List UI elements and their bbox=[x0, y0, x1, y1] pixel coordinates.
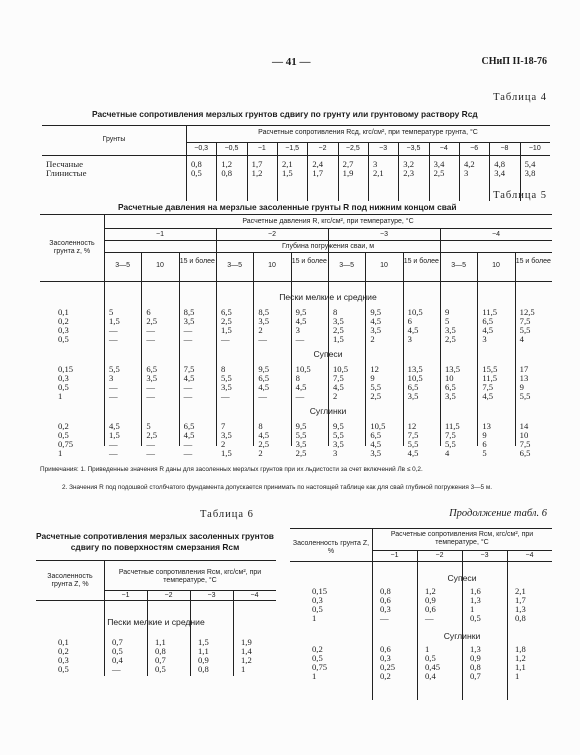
table5-value-column: 6 2,5 — — bbox=[146, 307, 158, 344]
table5-value-column: 5,5 3 — — bbox=[109, 364, 120, 401]
table5-temp-header: −4 bbox=[492, 231, 500, 238]
table5-value-column: 9,5 6,5 4,5 — bbox=[258, 364, 270, 401]
table5-title: Расчетные давления на мерзлые засоленные грунты R под нижним концом свай bbox=[118, 202, 457, 212]
table6-right-salinity-values: 0,15 0,3 0,5 1 bbox=[312, 586, 328, 623]
table5-depth-cell: 3—5 bbox=[451, 262, 467, 269]
table6-right-value-column: 2,1 1,7 1,3 0,8 bbox=[515, 586, 526, 623]
table6-left-top-rule bbox=[36, 560, 276, 561]
table6-right-salinity-header: Засоленность грунта Z, % bbox=[292, 540, 370, 555]
page-number: — 41 — bbox=[272, 56, 311, 68]
table5-depth-cell: 3—5 bbox=[339, 262, 355, 269]
table6-right-temp-header: −2 bbox=[435, 552, 444, 559]
table5-value-column: 13,5 10,5 6,5 3,5 bbox=[407, 364, 423, 401]
table4-temp-header: −1,5 bbox=[285, 145, 300, 152]
table4-temp-header: −6 bbox=[470, 145, 479, 152]
table4-title: Расчетные сопротивления мерзлых грунтов сдвигу по грунту или грунтовому раствору Rсд bbox=[92, 109, 478, 119]
table5-salinity-values: 0,2 0,5 0,75 1 bbox=[58, 421, 74, 458]
table5-salinity-values: 0,1 0,2 0,3 0,5 bbox=[58, 307, 69, 344]
table5-value-column: 9 5 3,5 2,5 bbox=[445, 307, 456, 344]
table4-temp-header: −10 bbox=[528, 145, 541, 152]
table6-left-value-column: 1,5 1,1 0,9 0,8 bbox=[198, 637, 209, 674]
table5-value-column: 9,5 5,5 3,5 2,5 bbox=[295, 421, 307, 458]
table5-value-column: 13,5 10 6,5 3,5 bbox=[445, 364, 461, 401]
table5-depth-cell: 3—5 bbox=[115, 262, 131, 269]
table5-value-column: 12 7,5 5,5 4,5 bbox=[407, 421, 419, 458]
document-code: СНиП II-18-76 bbox=[481, 56, 547, 67]
table5-depth-cell: 15 и более bbox=[515, 258, 551, 265]
table5-temp-header: −1 bbox=[156, 231, 164, 238]
table4-value-cell: 2,4 1,7 bbox=[312, 159, 324, 178]
table4-temp-header: −3,5 bbox=[406, 145, 421, 152]
table4-value-cell: 1,2 0,8 bbox=[221, 159, 233, 178]
table5-value-column: 12 9 5,5 2,5 bbox=[370, 364, 382, 401]
table4-row-clay: Глинистые bbox=[46, 168, 87, 178]
table5-value-column: 10,5 6,5 4,5 3,5 bbox=[370, 421, 386, 458]
table4-temp-header: −2,5 bbox=[345, 145, 360, 152]
table5-value-column: 12,5 7,5 5,5 4 bbox=[519, 307, 535, 344]
table5-value-column: 7 3,5 2 1,5 bbox=[221, 421, 232, 458]
table6-right-value-column: 1 0,5 0,45 0,4 bbox=[425, 644, 441, 681]
table4-row-sand: Песчаные bbox=[46, 159, 84, 169]
table6-temp-header: −3 bbox=[207, 592, 216, 599]
table6-left-col-divider bbox=[190, 590, 191, 676]
table4-value-cell: 3 2,1 bbox=[372, 159, 384, 178]
table5-salinity-values: 0,15 0,3 0,5 1 bbox=[58, 364, 74, 401]
table5-temp-header: −2 bbox=[268, 231, 276, 238]
table6-right-value-column: 1,3 0,9 0,8 0,7 bbox=[470, 644, 481, 681]
table6-temp-header: −4 bbox=[250, 592, 259, 599]
table6-left-section-title: Пески мелкие и средние bbox=[107, 617, 205, 627]
table5-section-title: Супеси bbox=[313, 349, 343, 359]
table4-temp-header: −1 bbox=[257, 145, 266, 152]
table5-top-rule bbox=[40, 214, 552, 215]
table5-value-column: 6,5 4,5 — — bbox=[183, 421, 195, 458]
table5-section-title: Суглинки bbox=[309, 406, 347, 416]
table6-left-value-column: 1,9 1,4 1,2 1 bbox=[241, 637, 252, 674]
table5-value-column: 15,5 11,5 7,5 4,5 bbox=[482, 364, 498, 401]
table5-note-2: 2. Значения R под подошвой столбчатого фундамента допускается принимать по настоящей таблице как для свай глубиной погружения 3—5 м. bbox=[62, 484, 493, 491]
table5-value-column: 8,5 3,5 2 — bbox=[258, 307, 270, 344]
table6-right-top-rule bbox=[290, 528, 552, 529]
table6-left-col-divider bbox=[147, 590, 148, 676]
table5-value-column: 5 2,5 — — bbox=[146, 421, 158, 458]
table5-value-column: 17 13 9 5,5 bbox=[519, 364, 531, 401]
table4-temp-header: −8 bbox=[500, 145, 509, 152]
table6-temp-header: −2 bbox=[164, 592, 173, 599]
table4-temp-header: −4 bbox=[439, 145, 448, 152]
table6-label: Таблица 6 bbox=[200, 509, 254, 520]
table5-section-title: Пески мелкие и средние bbox=[279, 292, 377, 302]
table5-depth-cell: 15 и более bbox=[179, 258, 215, 265]
table5-value-column: 10,5 8 4,5 — bbox=[295, 364, 311, 401]
table4-value-cell: 1,7 1,2 bbox=[251, 159, 263, 178]
table4-value-cell: 4,8 3,4 bbox=[494, 159, 506, 178]
table4-value-cell: 3,2 2,3 bbox=[403, 159, 415, 178]
table5-value-column: 11,5 6,5 4,5 3 bbox=[482, 307, 498, 344]
table5-value-column: 6,5 3,5 — — bbox=[146, 364, 158, 401]
table5-depth-cell: 10 bbox=[268, 262, 276, 269]
table5-depth-cell: 3—5 bbox=[227, 262, 243, 269]
table5-value-column: 9,5 4,5 3,5 2 bbox=[370, 307, 382, 344]
table5-value-column: 7,5 4,5 — — bbox=[183, 364, 195, 401]
table4-temp-header: −0,5 bbox=[224, 145, 239, 152]
table6-right-section-title: Супеси bbox=[447, 573, 477, 583]
table5-temp-header: −3 bbox=[380, 231, 388, 238]
table5-depth-cell: 10 bbox=[492, 262, 500, 269]
table5-value-column: 8 4,5 2,5 2 bbox=[258, 421, 270, 458]
table6-title: Расчетные сопротивления мерзлых засоленных грунтов сдвигу по поверхностям смерзания Rсм bbox=[36, 531, 274, 552]
table5-value-column: 10,5 7,5 4,5 2 bbox=[333, 364, 349, 401]
table6-group-header: Расчетные сопротивления Rсм, кгс/см², при температуре, °C bbox=[118, 569, 262, 584]
table4-body-rule bbox=[42, 155, 550, 156]
table5-depth-cell: 10 bbox=[156, 262, 164, 269]
table5-value-column: 8 5,5 3,5 — bbox=[221, 364, 232, 401]
table5-value-column: 8,5 3,5 — — bbox=[183, 307, 195, 344]
table6-continuation-label: Продолжение табл. 6 bbox=[449, 508, 547, 519]
table4-label: Таблица 4 bbox=[493, 92, 547, 103]
table4-temp-header: −2 bbox=[318, 145, 327, 152]
table6-right-group-header: Расчетные сопротивления Rсм, кгс/см², при температуре, °C bbox=[390, 531, 534, 546]
table4-group-header: Расчетные сопротивления Rсд, кгс/см², при температуре грунта, °C bbox=[258, 129, 478, 136]
table6-right-value-column: 0,8 0,6 0,3 — bbox=[380, 586, 391, 623]
table5-value-column: 14 10 7,5 6,5 bbox=[519, 421, 531, 458]
table4-temp-header: −3 bbox=[379, 145, 388, 152]
table4-value-cell: 2,7 1,9 bbox=[342, 159, 354, 178]
table6-temp-header: −1 bbox=[121, 592, 130, 599]
table5-value-column: 9,5 4,5 3 — bbox=[295, 307, 307, 344]
table5-note-1: Примечания: 1. Приведенные значения R даны для засоленных мерзлых грунтов при их льдистости за счет включений Лв ≤ 0,2. bbox=[40, 466, 423, 473]
table4-value-cell: 3,4 2,5 bbox=[433, 159, 445, 178]
table5-value-column: 13 9 6 5 bbox=[482, 421, 491, 458]
table6-left-value-column: 0,7 0,5 0,4 — bbox=[112, 637, 123, 674]
table5-header-bottom bbox=[40, 281, 552, 282]
table6-salinity-header: Засоленность грунта Z, % bbox=[47, 573, 93, 588]
table6-right-temp-header: −4 bbox=[525, 552, 534, 559]
table5-value-column: 4,5 1,5 — — bbox=[109, 421, 120, 458]
table6-right-value-column: 1,2 0,9 0,6 — bbox=[425, 586, 436, 623]
table4-value-cell: 5,4 3,8 bbox=[524, 159, 536, 178]
table4-top-rule bbox=[42, 125, 550, 126]
table6-left-header-bottom bbox=[36, 600, 276, 601]
table4-value-cell: 0,8 0,5 bbox=[191, 159, 202, 178]
table6-right-salinity-values: 0,2 0,5 0,75 1 bbox=[312, 644, 328, 681]
table5-value-column: 9,5 5,5 3,5 3 bbox=[333, 421, 344, 458]
table6-right-header-bottom bbox=[290, 561, 552, 562]
table5-value-column: 11,5 7,5 5,5 4 bbox=[445, 421, 460, 458]
table5-depth-cell: 10 bbox=[380, 262, 388, 269]
table6-right-value-column: 1,8 1,2 1,1 1 bbox=[515, 644, 526, 681]
table5-depth-cell: 15 и более bbox=[291, 258, 327, 265]
table5-depth-header: Глубина погружения сваи, м bbox=[281, 243, 375, 250]
table5-value-column: 5 1,5 — — bbox=[109, 307, 120, 344]
table6-left-salinity-values: 0,1 0,2 0,3 0,5 bbox=[58, 637, 69, 674]
table4-temp-header: −0,3 bbox=[194, 145, 209, 152]
table6-right-temp-header: −3 bbox=[480, 552, 489, 559]
table4-value-cell: 4,2 3 bbox=[463, 159, 475, 178]
table6-right-value-column: 0,6 0,3 0,25 0,2 bbox=[380, 644, 396, 681]
table5-value-column: 8 3,5 2,5 1,5 bbox=[333, 307, 344, 344]
table5-depth-cell: 15 и более bbox=[403, 258, 439, 265]
table5-value-column: 6,5 2,5 1,5 — bbox=[221, 307, 232, 344]
table5-salinity-header: Засоленность грунта z, % bbox=[49, 240, 95, 255]
table6-right-value-column: 1,6 1,3 1 0,5 bbox=[470, 586, 481, 623]
table6-right-section-title: Суглинки bbox=[443, 631, 481, 641]
table5-value-column: 10,5 6 4,5 3 bbox=[407, 307, 423, 344]
table4-soil-header: Грунты bbox=[102, 136, 126, 143]
table5-group-header: Расчетные давления R, кгс/см², при температуре, °C bbox=[242, 218, 414, 225]
table6-right-temp-header: −1 bbox=[390, 552, 399, 559]
table6-left-value-column: 1,1 0,8 0,7 0,5 bbox=[155, 637, 166, 674]
table4-value-cell: 2,1 1,5 bbox=[281, 159, 293, 178]
table6-left-col-divider bbox=[233, 590, 234, 676]
table5-label: Таблица 5 bbox=[493, 190, 547, 201]
